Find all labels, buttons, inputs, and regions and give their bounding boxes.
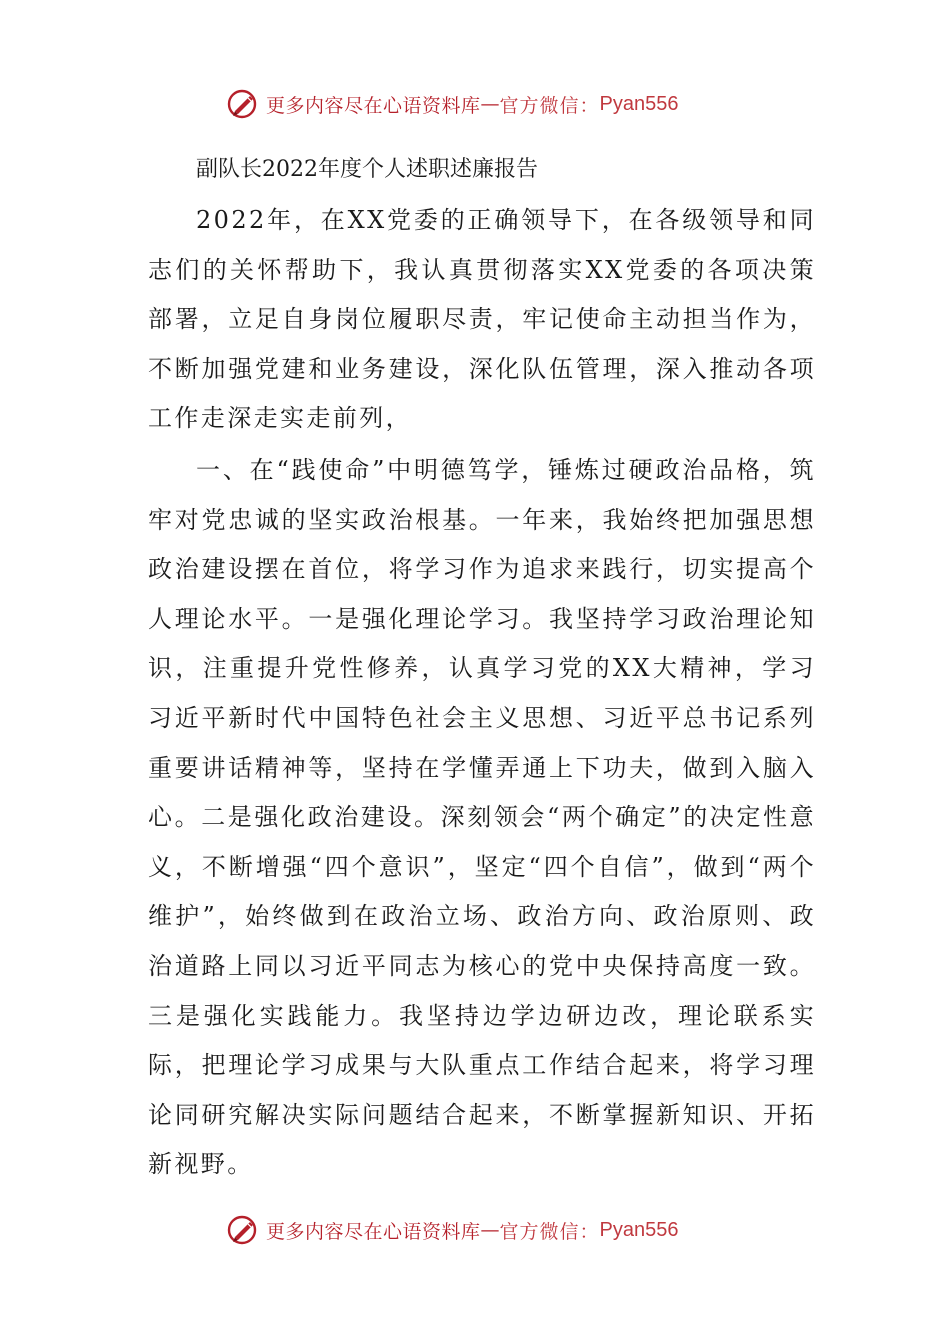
paragraph-intro: 2022年，在XX党委的正确领导下，在各级领导和同志们的关怀帮助下，我认真贯彻落实XX党委的各项决策部署，立足自身岗位履职尽责，牢记使命主动担当作为，不断加强党建和业务建设，深化队伍管理，深入推动各项工作走深走实走前列， (148, 206, 816, 433)
header-banner (226, 86, 679, 122)
banner-wechat-id: Pyan556 (599, 1218, 679, 1241)
pen-logo-icon (226, 87, 260, 121)
banner-wechat-label: 官方微信： (499, 1220, 600, 1243)
footer-banner (226, 1212, 679, 1248)
pen-logo-icon (226, 1213, 260, 1247)
banner-wechat-id: Pyan556 (599, 92, 679, 115)
banner-dash: — (480, 1219, 500, 1241)
banner-dash: — (480, 93, 500, 115)
paragraph-section-one: 一、在“践使命”中明德笃学，锤炼过硬政治品格，筑牢对党忠诚的坚实政治根基。一年来，我始终把加强思想政治建设摆在首位，将学习作为追求来践行，切实提高个人理论水平。一是强化理论学习。我坚持学习政治理论知识，注重提升党性修养，认真学习党的XX大精神，学习习近平新时代中国特色社会主义思想、习近平总书记系列重要讲话精神等，坚持在学懂弄通上下功夫，做到入脑入心。二是强化政治建设。深刻领会“两个确定”的决定性意义，不断增强“四个意识”，坚定“四个自信”，做到“两个维护”，始终做到在政治立场、政治方向、政治原则、政治道路上同以习近平同志为核心的党中央保持高度一致。三是强化实践能力。我坚持边学边研边改，理论联系实际，把理论学习成果与大队重点工作结合起来，将学习理论同研究解决实际问题结合起来，不断掌握新知识、开拓新视野。 (148, 456, 816, 1179)
document-title: 副队长2022年度个人述职述廉报告 (196, 157, 538, 182)
banner-slogan: 更多内容尽在心语资料库 (266, 94, 481, 117)
banner-slogan: 更多内容尽在心语资料库 (266, 1220, 481, 1243)
banner-wechat-label: 官方微信： (499, 94, 600, 117)
